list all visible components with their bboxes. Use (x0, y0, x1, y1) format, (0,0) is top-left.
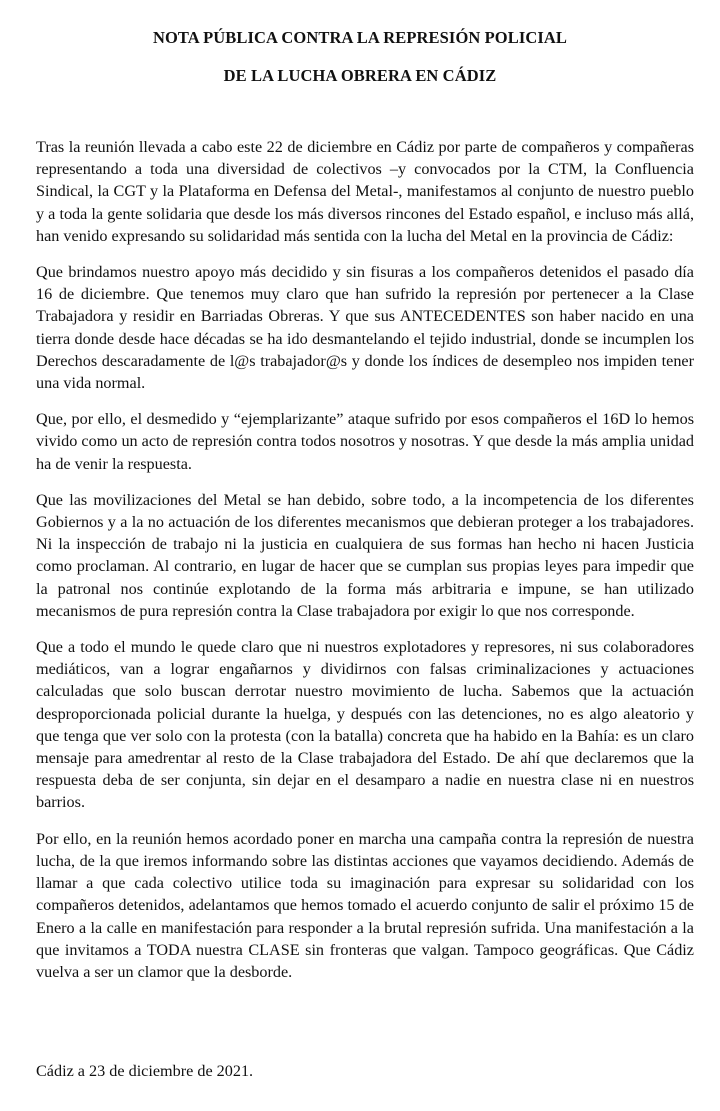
paragraph-2: Que brindamos nuestro apoyo más decidido y sin fisuras a los compañeros detenidos el pasado día 16 de diciembre. Que tenemos muy claro que han sufrido la represión por pertenecer a la Clase Trabajadora y residir en Barriadas Obreras. Y que sus ANTECEDENTES son haber nacido en una tierra donde desde hace décadas se ha ido desmantelando el tejido industrial, donde se incumplen los Derechos descaradamente de l@s trabajador@s y donde los índices de desempleo nos impiden tener una vida normal. (36, 263, 694, 393)
title-line-2: DE LA LUCHA OBRERA EN CÁDIZ (223, 66, 497, 85)
date-line: Cádiz a 23 de diciembre de 2021. (36, 1062, 254, 1080)
document-body (36, 136, 694, 997)
paragraph-4: Que las movilizaciones del Metal se han debido, sobre todo, a la incompetencia de los diferentes Gobiernos y a la no actuación de los diferentes mecanismos que debieran proteger a los trabajadores. Ni la inspección de trabajo ni la justicia en cualquiera de sus formas han hecho ni hacen Justicia como proclaman. Al contrario, en lugar de hacer que se cumplan sus propias leyes para impedir que la patronal nos continúe explotando de la forma más arbitraria e impune, se han utilizado mecanismos de pura represión contra la Clase trabajadora por exigir lo que nos corresponde. (36, 490, 694, 620)
paragraph-1: Tras la reunión llevada a cabo este 22 de diciembre en Cádiz por parte de compañeros y compañeras representando a toda una diversidad de colectivos –y convocados por la CTM, la Confluencia Sindical, la CGT y la Plataforma en Defensa del Metal-, manifestamos al conjunto de nuestro pueblo y a toda la gente solidaria que desde los más diversos rincones del Estado español, e incluso más allá, han venido expresando su solidaridad más sentida con la lucha del Metal en la provincia de Cádiz: (36, 138, 694, 245)
paragraph-3: Que, por ello, el desmedido y “ejemplarizante” ataque sufrido por esos compañeros el 16D lo hemos vivido como un acto de represión contra todos nosotros y nosotras. Y que desde la más amplia unidad ha de venir la respuesta. (36, 410, 694, 473)
title-line-1: NOTA PÚBLICA CONTRA LA REPRESIÓN POLICIAL (152, 28, 568, 47)
paragraph-5: Que a todo el mundo le quede claro que ni nuestros explotadores y represores, ni sus colaboradores mediáticos, van a lograr engañarnos y dividirnos con falsas criminalizaciones y actuaciones calculadas que solo buscan derrotar nuestro movimiento de lucha. Sabemos que la actuación desproporcionada policial durante la huelga, y después con las detenciones, no es algo aleatorio y que tenga que ver solo con la protesta (con la batalla) concreta que ha habido en la Bahía: es un claro mensaje para amedrentar al resto de la Clase trabajadora del Estado. De ahí que declaremos que la respuesta deba de ser conjunta, sin dejar en el desamparo a nadie en nuestra clase ni en nuestros barrios. (36, 638, 694, 812)
paragraph-6: Por ello, en la reunión hemos acordado poner en marcha una campaña contra la represión de nuestra lucha, de la que iremos informando sobre las distintas acciones que vayamos decidiendo. Además de llamar a que cada colectivo utilice toda su imaginación para expresar su solidaridad con los compañeros detenidos, adelantamos que hemos tomado el acuerdo conjunto de salir el próximo 15 de Enero a la calle en manifestación para responder a la brutal represión sufrida. Una manifestación a la que invitamos a TODA nuestra CLASE sin fronteras que valgan. Tampoco geográficas. Que Cádiz vuelva a ser un clamor que la desborde. (36, 829, 694, 981)
